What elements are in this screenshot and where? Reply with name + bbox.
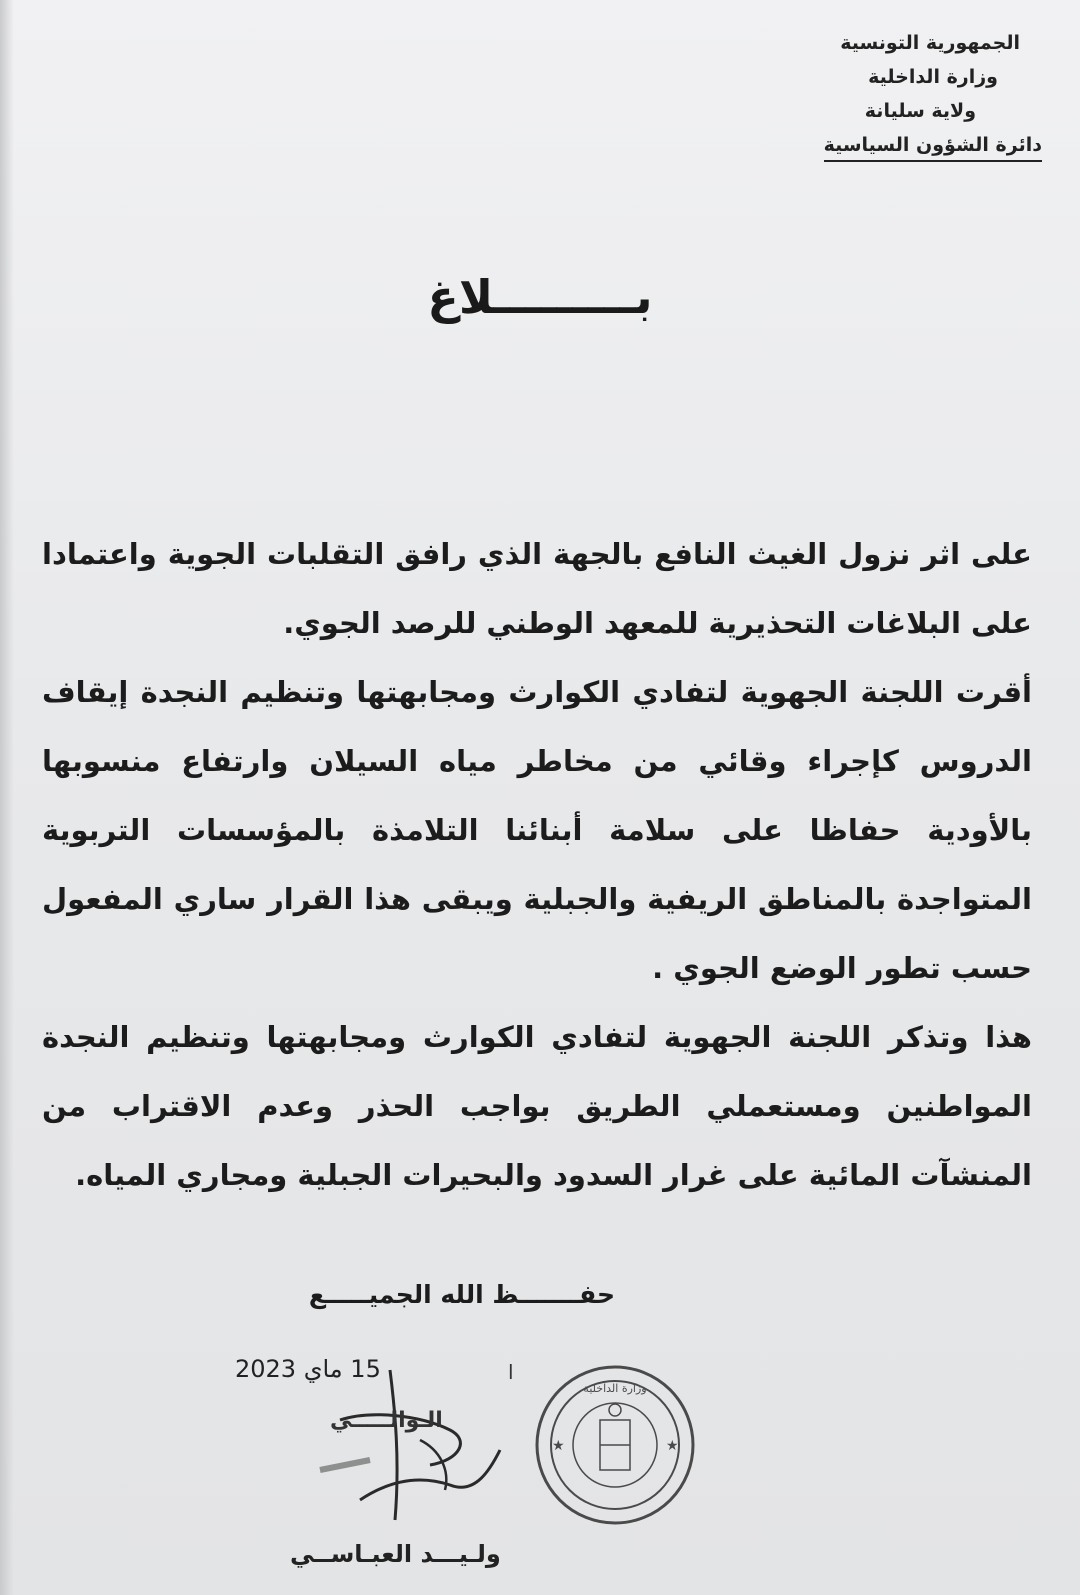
stamp-text: وزارة الداخلية [583, 1382, 647, 1395]
closing-phrase: حفـــــــظ الله الجميـــــع [308, 1280, 615, 1309]
body-paragraph-1: على اثر نزول الغيث النافع بالجهة الذي رافق التقلبات الجوية واعتمادا على البلاغات التحذيرية للمعهد الوطني للرصد الجوي. [42, 537, 1032, 640]
signatory-name: ولـيـــد العبـاســي [290, 1540, 501, 1568]
document-date: 15 ماي 2023 [235, 1355, 381, 1383]
letterhead-ministry: وزارة الداخلية [868, 66, 998, 88]
signature-mark: ا [508, 1360, 514, 1384]
svg-text:★: ★ [552, 1438, 565, 1454]
svg-text:★: ★ [666, 1438, 679, 1454]
body-paragraph-2: أقرت اللجنة الجهوية لتفادي الكوارث ومجابهتها وتنظيم النجدة إيقاف الدروس كإجراء وقائي من مخاطر مياه السيلان وارتفاع منسوبها بالأودية حفاظا على سلامة أبنائنا التلامذة بالمؤسسات التربوية المتواجدة بالمناطق الريفية والجبلية ويبقى هذا القرار ساري المفعول حسب تطور الوضع الجوي . [42, 675, 1032, 985]
document-title: بـــــــــلاغ [427, 270, 653, 324]
letterhead-department: دائرة الشؤون السياسية [824, 130, 1042, 162]
official-stamp [530, 1360, 700, 1530]
letterhead-governorate: ولاية سليانة [864, 100, 976, 122]
body-paragraph-3: هذا وتذكر اللجنة الجهوية لتفادي الكوارث ومجابهتها وتنظيم النجدة المواطنين ومستعملي الطريق بواجب الحذر وعدم الاقتراب من المنشآت المائية على غرار السدود والبحيرات الجبلية ومجاري المياه. [42, 1020, 1032, 1192]
letterhead [690, 26, 1042, 162]
letterhead-country: الجمهورية التونسية [840, 32, 1020, 54]
document-body [42, 520, 1032, 1210]
handwritten-signature [300, 1350, 540, 1550]
signatory-title: الـوالـــــي [330, 1408, 443, 1433]
